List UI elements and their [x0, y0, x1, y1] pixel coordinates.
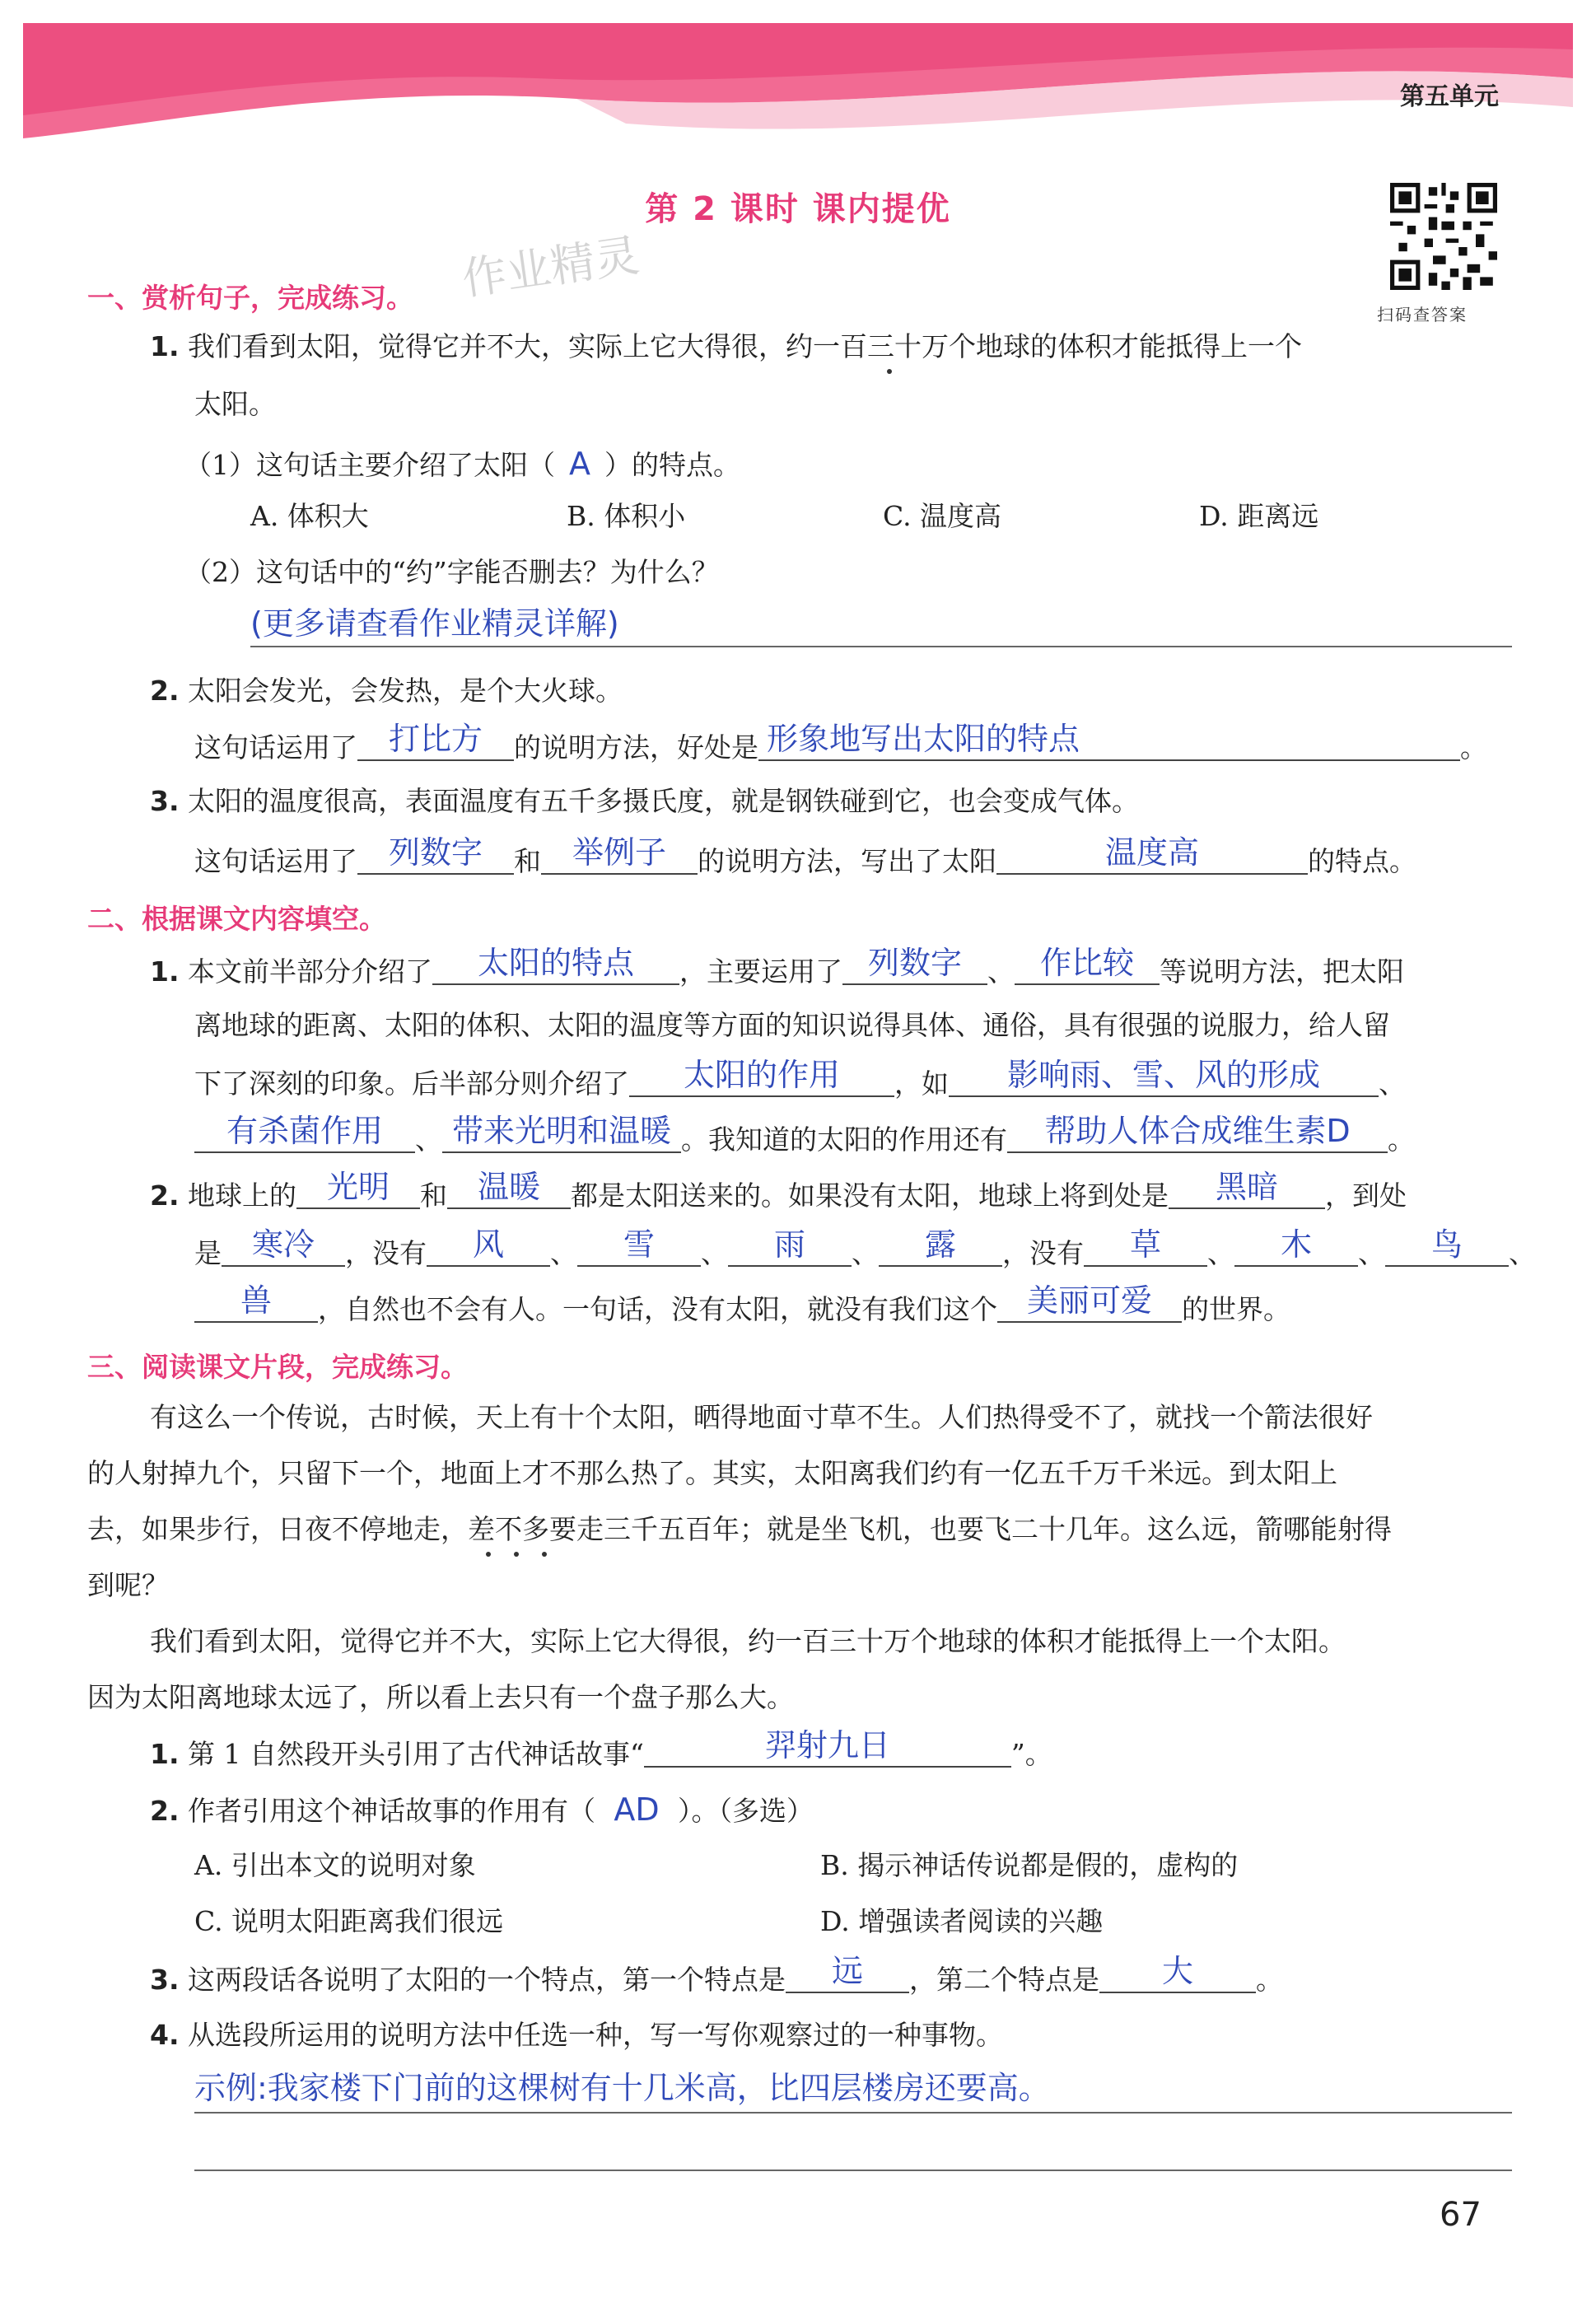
s2q2-t9: 的世界。 — [1182, 1293, 1290, 1325]
s3q1-answer: 羿射九日 — [764, 1727, 890, 1763]
emphasis-dot — [542, 1552, 547, 1557]
s1q2-line1 — [150, 675, 623, 707]
s3q1 — [150, 1727, 1052, 1770]
qr-caption: 扫码查答案 — [1377, 305, 1468, 325]
s2q2-answer2: 温暖 — [477, 1169, 540, 1205]
s2q2-sep: 、 — [1207, 1237, 1234, 1269]
s1q2-answer2: 形象地写出太阳的特点 — [767, 721, 1080, 757]
s2q2-sep: 、 — [1358, 1237, 1385, 1269]
emphasis-dot — [887, 369, 892, 374]
s3q2 — [150, 1791, 814, 1828]
answer-line — [250, 646, 1512, 647]
s1q3-fill-mid: 的说明方法，写出了太阳 — [698, 845, 996, 877]
s2q2-blank3[interactable] — [1169, 1169, 1325, 1209]
s2q2-blank5[interactable] — [427, 1226, 550, 1267]
s3q3-t1: 这两段话各说明了太阳的一个特点，第一个特点是 — [188, 1964, 786, 1996]
s3q2-number: 2. — [150, 1795, 180, 1827]
s1q1-sub1 — [184, 446, 740, 482]
s2q1-answer5: 影响雨、雪、风的形成 — [1006, 1057, 1320, 1093]
s2q1-line1 — [150, 945, 1404, 988]
s3q2-option-d[interactable]: D. 增强读者阅读的兴趣 — [820, 1905, 1104, 1937]
s2q1-answer8: 帮助人体合成维生素D — [1044, 1113, 1351, 1149]
s3q2-t1: 作者引用这个神话故事的作用有（ — [188, 1795, 595, 1827]
s2q2-answer3: 黑暗 — [1215, 1169, 1278, 1205]
s2q1-answer3: 作比较 — [1039, 945, 1134, 981]
emphasis-dot — [486, 1552, 491, 1557]
s3q1-t2: ”。 — [1010, 1738, 1052, 1770]
s2q1-blank5[interactable] — [949, 1057, 1379, 1097]
s2q1-t5: ，如 — [894, 1067, 949, 1100]
s2q1-t2: ，主要运用了 — [679, 955, 842, 988]
s1q1-sub1-answer[interactable]: A — [569, 446, 590, 482]
s2q2-answer4: 寒冷 — [251, 1226, 315, 1263]
s1q1-sub1-pre: （1）这句话主要介绍了太阳（ — [184, 449, 555, 481]
passage-p2-line1: 我们看到太阳，觉得它并不大，实际上它大得很，约一百三十万个地球的体积才能抵得上一个太阳。 — [150, 1625, 1346, 1657]
header-banner — [0, 0, 1596, 165]
s2q2-answer6: 雪 — [623, 1226, 655, 1263]
answer-line — [194, 2170, 1512, 2171]
s2q1-answer7: 带来光明和温暖 — [451, 1113, 671, 1149]
s3q3-t3: 。 — [1256, 1964, 1283, 1996]
s1q2-fill-end: 。 — [1460, 731, 1487, 764]
s2q2-blank7[interactable] — [728, 1226, 852, 1267]
s1q3-fill-end: 的特点。 — [1308, 845, 1416, 877]
s1q3-fill — [194, 834, 1416, 877]
s2q2-answer7: 雨 — [773, 1226, 805, 1263]
passage-p1-line4: 到呢？ — [87, 1569, 169, 1601]
s2q2-sep: 、 — [550, 1237, 577, 1269]
s3q2-t2: ）。（多选） — [678, 1795, 814, 1827]
s1q3-and: 和 — [514, 845, 541, 877]
s1q3-number: 3. — [150, 785, 180, 817]
s3q4-number: 4. — [150, 2019, 180, 2051]
s2q2-sep: 、 — [852, 1237, 879, 1269]
s2q1-sep2: 、 — [1379, 1067, 1406, 1100]
s1q1-text: 我们看到太阳，觉得它并不大，实际上它大得很，约一百三十万个地球的体积才能抵得上一个 — [188, 330, 1302, 362]
s3q1-t1: 第 1 自然段开头引用了古代神话故事“ — [188, 1738, 644, 1770]
s2q1-sep1: 、 — [987, 955, 1015, 988]
s3q1-number: 1. — [150, 1738, 180, 1770]
s2q1-t7: 。 — [1388, 1123, 1415, 1156]
s2q1-blank3[interactable] — [1015, 945, 1160, 985]
s2q2-blank1[interactable] — [296, 1169, 420, 1209]
s3q3-answer2: 大 — [1161, 1953, 1193, 1989]
s3q4-text: 从选段所运用的说明方法中任选一种，写一写你观察过的一种事物。 — [188, 2019, 1003, 2051]
s2q1-answer2: 列数字 — [867, 945, 962, 981]
s2q2-answer13: 美丽可爱 — [1026, 1282, 1152, 1319]
s2q1-t1: 本文前半部分介绍了 — [188, 955, 432, 988]
s1q3-line1 — [150, 787, 1139, 815]
s1q3-answer2: 举例子 — [572, 834, 666, 871]
s3q2-option-a[interactable]: A. 引出本文的说明对象 — [194, 1849, 476, 1881]
s3q2-option-c[interactable]: C. 说明太阳距离我们很远 — [194, 1905, 504, 1937]
s2q2-answer1: 光明 — [326, 1169, 390, 1205]
s2q2-sep: 、 — [701, 1237, 728, 1269]
s1q1-option-b[interactable]: B. 体积小 — [567, 500, 686, 532]
s1q2-blank2[interactable] — [758, 721, 1460, 761]
s2q2-blank4[interactable] — [222, 1226, 345, 1267]
s1q3-answer3: 温度高 — [1104, 834, 1199, 871]
s2q2-blank8[interactable] — [879, 1226, 1002, 1267]
s1q3-blank3[interactable] — [996, 834, 1308, 875]
s2q2-line3 — [194, 1282, 1290, 1325]
s3q1-blank[interactable] — [644, 1727, 1011, 1768]
s2q1-line4 — [194, 1113, 1415, 1156]
s3q3 — [150, 1953, 1283, 1996]
section1-heading: 一、赏析句子，完成练习。 — [87, 282, 413, 314]
page-number: 67 — [1440, 2196, 1482, 2234]
s2q2-answer9: 草 — [1129, 1226, 1161, 1263]
s3q2-answer[interactable]: AD — [614, 1791, 660, 1828]
s1q3-answer1: 列数字 — [388, 834, 483, 871]
s1q1-sub1-post: ）的特点。 — [604, 449, 740, 481]
passage-p1-line3: 去，如果步行，日夜不停地走，差不多要走三千五百年；就是坐飞机，也要飞二十几年。这么远，箭哪能射得 — [87, 1513, 1392, 1545]
s1q2-answer1: 打比方 — [388, 721, 483, 757]
s2q2-blank13[interactable] — [997, 1282, 1182, 1323]
s2q1-blank4[interactable] — [629, 1057, 894, 1097]
s1q2-fill-mid: 的说明方法，好处是 — [514, 731, 758, 764]
s2q2-t2: 和 — [420, 1179, 447, 1212]
s2q2-t7: ，没有 — [1002, 1237, 1084, 1269]
s1q3-text: 太阳的温度很高，表面温度有五千多摄氏度，就是钢铁碰到它，也会变成气体。 — [188, 785, 1139, 817]
s2q2-blank2[interactable] — [447, 1169, 571, 1209]
s1q2-number: 2. — [150, 675, 180, 707]
s1q1-sub2: （2）这句话中的“约”字能否删去？为什么？ — [184, 556, 719, 588]
section2-heading: 二、根据课文内容填空。 — [87, 903, 386, 935]
s2q2-t6: ，没有 — [345, 1237, 427, 1269]
s2q2-sep: 、 — [1509, 1237, 1536, 1269]
s2q2-blank10[interactable] — [1234, 1226, 1358, 1267]
s2q2-t4: ，到处 — [1325, 1179, 1407, 1212]
s1q1-number: 1. — [150, 330, 180, 362]
s2q2-line1 — [150, 1169, 1407, 1212]
qr-code-icon[interactable] — [1390, 183, 1497, 290]
s2q2-answer10: 木 — [1280, 1226, 1312, 1263]
s1q1-line2: 太阳。 — [194, 388, 276, 420]
s2q2-answer5: 风 — [472, 1226, 504, 1263]
s2q1-t3: 等说明方法，把太阳 — [1160, 955, 1404, 988]
s1q2-fill — [194, 721, 1487, 764]
s2q1-answer6: 有杀菌作用 — [226, 1113, 383, 1149]
s1q1-line1 — [150, 330, 1302, 362]
s2q1-blank7[interactable] — [442, 1113, 681, 1153]
s2q2-blank12[interactable] — [194, 1282, 318, 1323]
watermark: 作业精灵 — [459, 229, 642, 306]
s1q2-blank1[interactable] — [357, 721, 514, 761]
unit-label: 第五单元 — [1400, 82, 1499, 111]
s2q1-line2: 离地球的距离、太阳的体积、太阳的温度等方面的知识说得具体、通俗，具有很强的说服力，给人留 — [194, 1009, 1390, 1041]
page-title: 第 2 课时 课内提优 — [645, 190, 951, 228]
emphasis-dot — [514, 1552, 519, 1557]
s2q1-blank8[interactable] — [1007, 1113, 1388, 1153]
s2q1-line3 — [194, 1057, 1406, 1100]
s2q1-blank6[interactable] — [194, 1113, 415, 1153]
s2q2-t1: 地球上的 — [188, 1179, 296, 1212]
s1q1-option-c[interactable]: C. 温度高 — [883, 500, 1002, 532]
s2q2-t5: 是 — [194, 1237, 222, 1269]
s1q1-option-a[interactable]: A. 体积大 — [250, 500, 369, 532]
passage-p1-line1: 有这么一个传说，古时候，天上有十个太阳，晒得地面寸草不生。人们热得受不了，就找一个箭法很好 — [150, 1401, 1373, 1433]
s2q2-blank6[interactable] — [577, 1226, 701, 1267]
s3q3-blank1[interactable] — [786, 1953, 909, 1993]
s2q2-number: 2. — [150, 1179, 180, 1212]
section3-heading: 三、阅读课文片段，完成练习。 — [87, 1351, 468, 1383]
s2q1-sep3: 、 — [415, 1123, 442, 1156]
s3q3-t2: ，第二个特点是 — [909, 1964, 1099, 1996]
s2q2-line2 — [194, 1226, 1536, 1269]
s2q2-blank11[interactable] — [1385, 1226, 1509, 1267]
s2q1-blank2[interactable] — [842, 945, 987, 985]
s3q3-answer1: 远 — [831, 1953, 863, 1989]
s1q1-option-d[interactable]: D. 距离远 — [1199, 500, 1319, 532]
s3q3-blank2[interactable] — [1099, 1953, 1256, 1993]
s3q4 — [150, 2019, 1003, 2051]
s1q3-blank2[interactable] — [541, 834, 698, 875]
s1q3-fill-pre: 这句话运用了 — [194, 845, 357, 877]
answer-line — [194, 2112, 1512, 2114]
s2q2-t8: ，自然也不会有人。一句话，没有太阳，就没有我们这个 — [318, 1293, 997, 1325]
s1q2-fill-pre: 这句话运用了 — [194, 731, 357, 764]
s2q1-number: 1. — [150, 955, 180, 988]
s2q2-t3: 都是太阳送来的。如果没有太阳，地球上将到处是 — [571, 1179, 1169, 1212]
s2q2-answer8: 露 — [924, 1226, 956, 1263]
s3q3-number: 3. — [150, 1964, 180, 1996]
s2q1-answer1: 太阳的特点 — [477, 945, 634, 981]
s3q4-answer[interactable]: 示例:我家楼下门前的这棵树有十几米高，比四层楼房还要高。 — [194, 2070, 1050, 2106]
s2q2-blank9[interactable] — [1084, 1226, 1207, 1267]
s2q1-t4: 下了深刻的印象。后半部分则介绍了 — [194, 1067, 629, 1100]
s1q3-blank1[interactable] — [357, 834, 514, 875]
s2q1-answer4: 太阳的作用 — [683, 1057, 840, 1093]
s2q2-answer12: 兽 — [240, 1282, 272, 1319]
passage-p2-line2: 因为太阳离地球太远了，所以看上去只有一个盘子那么大。 — [87, 1681, 794, 1713]
passage-p1-line2: 的人射掉九个，只留下一个，地面上才不那么热了。其实，太阳离我们约有一亿五千万千米远。到太阳上 — [87, 1457, 1337, 1489]
s3q2-option-b[interactable]: B. 揭示神话传说都是假的，虚构的 — [820, 1849, 1239, 1881]
s2q1-blank1[interactable] — [432, 945, 679, 985]
s1q2-text: 太阳会发光，会发热，是个大火球。 — [188, 675, 623, 707]
s2q2-answer11: 鸟 — [1430, 1226, 1463, 1263]
s2q1-t6: 。我知道的太阳的作用还有 — [681, 1123, 1007, 1156]
s1q1-sub2-answer[interactable]: (更多请查看作业精灵详解) — [250, 605, 619, 642]
